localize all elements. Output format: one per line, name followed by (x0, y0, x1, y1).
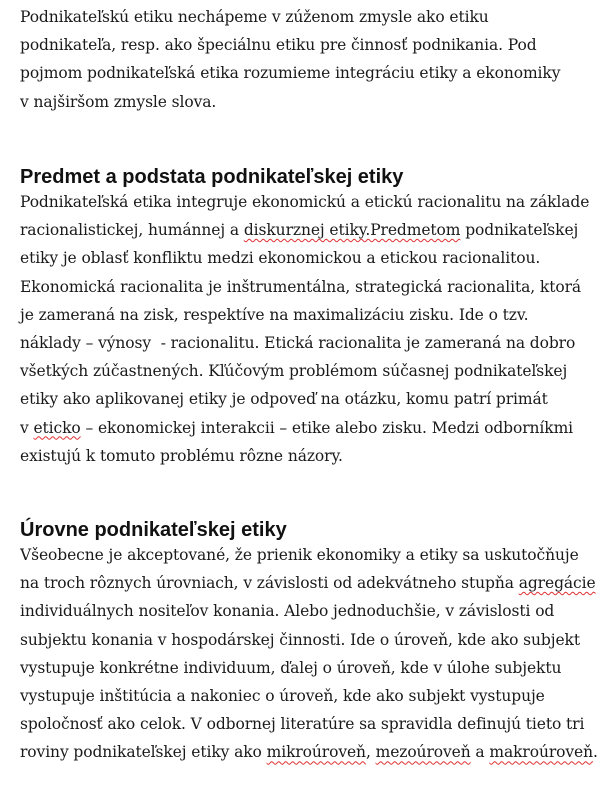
text-line: individuálnych nositeľov konania. Alebo jednoduchšie, v závislosti od (20, 602, 555, 621)
text-line: vystupuje konkrétne individuum, ďalej o úroveň, kde v úlohe subjektu (20, 658, 562, 677)
text-line: Podnikateľská etika integruje ekonomickú a etickú racionalitu na základe (20, 193, 590, 211)
text-line: podnikateľa, resp. ako špeciálnu etiku pre činnosť podnikania. Pod (20, 36, 537, 55)
misspelled-word: diskurznej etiky.Predmetom (243, 221, 461, 240)
text-line: etiky je oblasť konfliktu medzi ekonomickou a etickou racionalitou. (20, 249, 541, 268)
text-line: všetkých zúčastnených. Kľúčovým problémom súčasnej podnikateľskej (20, 362, 568, 381)
text-line: Ekonomická racionalita je inštrumentálna, strategická racionalita, ktorá (20, 277, 582, 296)
text-line: subjektu konania v hospodárskej činnosti. Ide o úroveň, kde ako subjekt (20, 630, 580, 649)
misspelled-word: eticko (33, 418, 81, 437)
misspelled-word: mezoúroveň (375, 743, 471, 762)
text-line: je zameraná na zisk, respektíve na maximalizáciu zisku. Ide o tzv. (20, 305, 529, 324)
text-line: Všeobecne je akceptované, že prienik ekonomiky a etiky sa uskutočňuje (20, 546, 579, 564)
section-heading-subject: Predmet a podstata podnikateľskej etiky (20, 166, 404, 188)
intro-paragraph (20, 3, 560, 116)
section-heading-levels: Úrovne podnikateľskej etiky (20, 519, 287, 541)
text-line: racionalistickej, humánnej a diskurznej etiky.Predmetom podnikateľskej (20, 221, 579, 240)
text-line: na troch rôznych úrovniach, v závislosti od adekvátneho stupňa agregácie (20, 574, 596, 593)
text-line: etiky ako aplikovanej etiky je odpoveď na otázku, komu patrí primát (20, 390, 548, 409)
text-line: spoločnosť ako celok. V odbornej literatúre sa spravidla definujú tieto tri (20, 715, 585, 734)
misspelled-word: agregácie (518, 574, 596, 593)
text-line: existujú k tomuto problému rôzne názory. (20, 446, 343, 465)
text-line: v najširšom zmysle slova. (20, 92, 217, 111)
text-line: v eticko – ekonomickej interakcii – etike alebo zisku. Medzi odborníkmi (20, 418, 574, 437)
text-line: náklady – výnosy - racionalitu. Etická racionalita je zameraná na dobro (20, 334, 576, 353)
misspelled-word: makroúroveň (489, 743, 594, 762)
section-body-subject (20, 188, 589, 470)
section-body-levels (20, 541, 598, 767)
text-line: vystupuje inštitúcia a nakoniec o úroveň, kde ako subjekt vystupuje (20, 687, 545, 706)
text-line: Podnikateľskú etiku nechápeme v zúženom zmysle ako etiku (20, 8, 489, 26)
text-line: pojmom podnikateľská etika rozumieme integráciu etiky a ekonomiky (20, 64, 561, 83)
text-line: roviny podnikateľskej etiky ako mikroúroveň, mezoúroveň a makroúroveň. (20, 743, 598, 762)
misspelled-word: mikroúroveň (266, 743, 366, 762)
